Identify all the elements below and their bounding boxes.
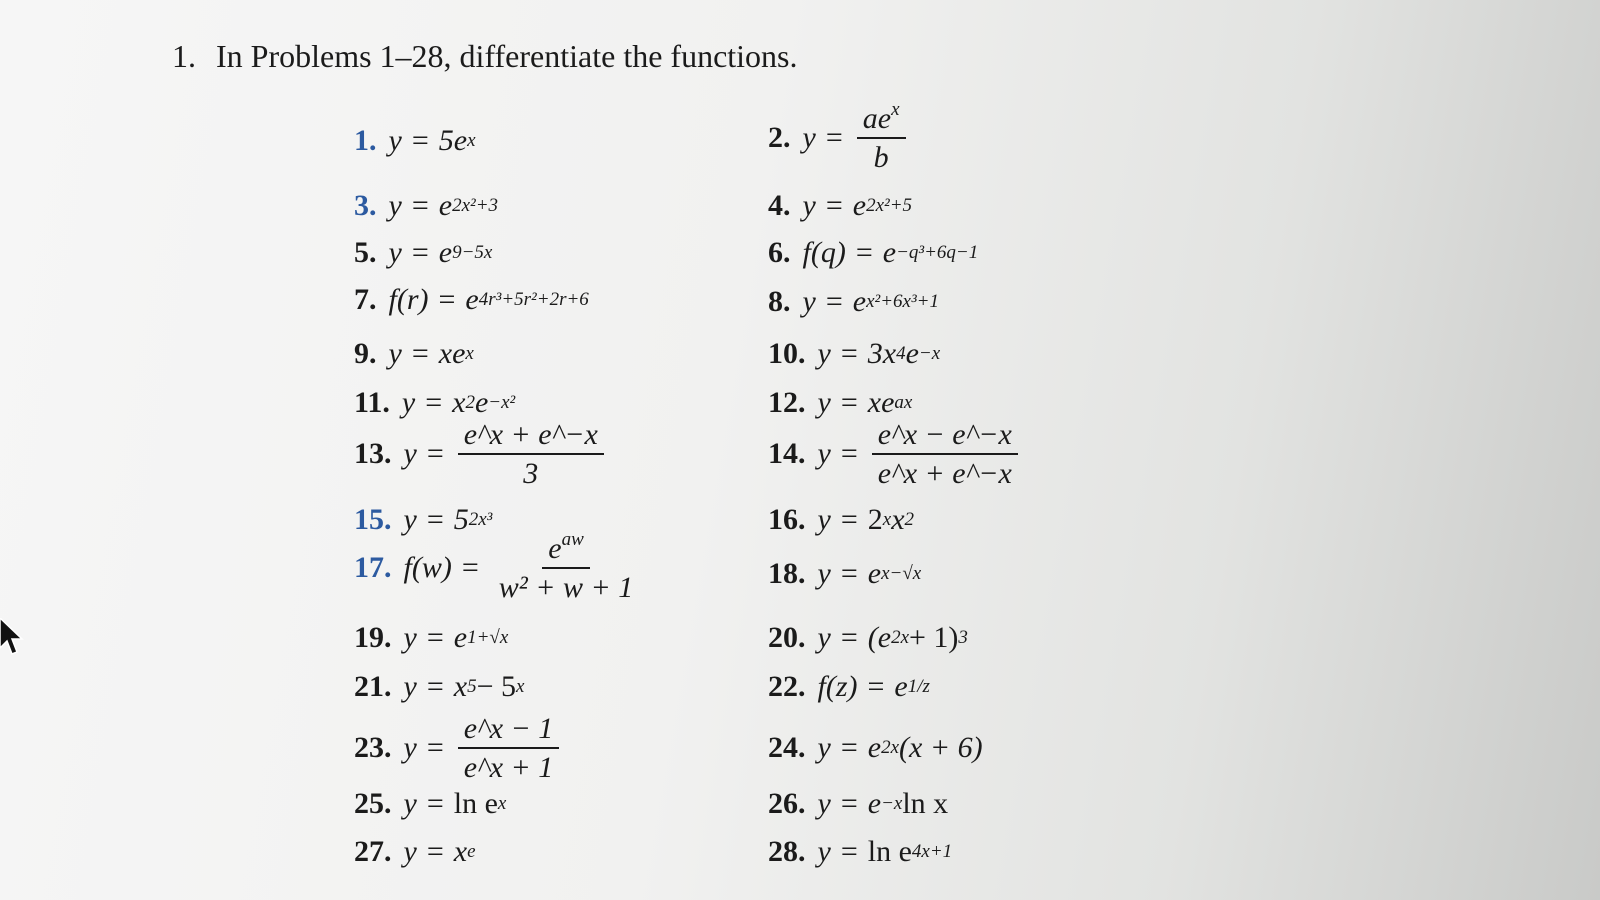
fraction: $\frac{e^{aw}}{\text{w² + w + 1}}$ bbox=[498, 528, 634, 604]
problem-9: 9. y = xe x bbox=[354, 337, 474, 370]
problem-heading bbox=[172, 38, 798, 75]
fraction: $\frac{e\^{}x - e\^{}-x}{e\^{}x + e\^{}-x}$ bbox=[872, 416, 1018, 493]
problem-7: 7. f(r) = e 4r³+5r²+2r+6 bbox=[354, 283, 589, 316]
problem-16: 16. y = 2 x x 2 bbox=[768, 503, 915, 536]
problem-27: 27. y = x e bbox=[354, 835, 476, 868]
problem-11: 11. y = x 2 e −x² bbox=[354, 386, 516, 419]
problem-12: 12. y = xe ax bbox=[768, 386, 913, 419]
problem-3: 3. y = e 2x²+3 bbox=[354, 189, 499, 222]
heading-text: In Problems 1–28, differentiate the functions. bbox=[216, 38, 798, 74]
problem-4: 4. y = e 2x²+5 bbox=[768, 189, 913, 222]
problem-13: 13. y = $\frac{e\^{}x + e\^{}-x}{3}$ bbox=[354, 434, 604, 474]
problem-21: 21. y = x 5 − 5 x bbox=[354, 670, 525, 703]
heading-number: 1. bbox=[172, 38, 196, 74]
problem-24: 24. y = e 2x (x + 6) bbox=[768, 731, 983, 764]
fraction: $\frac{e\^{}x + e\^{}-x}{3}$ bbox=[458, 416, 604, 493]
problem-28: 28. y = ln e 4x+1 bbox=[768, 835, 953, 868]
fraction: $\frac{e\^{}x - 1}{e\^{}x + 1}$ bbox=[458, 710, 560, 787]
problem-10: 10. y = 3x 4 e −x bbox=[768, 337, 941, 370]
problem-2: 2. y = $\frac{ae^x}{b}$ bbox=[768, 118, 906, 158]
problem-8: 8. y = e x²+6x³+1 bbox=[768, 285, 939, 318]
problem-14: 14. y = $\frac{e\^{}x - e\^{}-x}{e\^{}x + e\^{}-x}$ bbox=[768, 434, 1018, 474]
problem-19: 19. y = e 1+√x bbox=[354, 621, 509, 654]
problem-5: 5. y = e 9−5x bbox=[354, 236, 493, 269]
problem-6: 6. f(q) = e −q³+6q−1 bbox=[768, 236, 979, 269]
problem-15: 15. y = 5 2x³ bbox=[354, 503, 493, 536]
problem-22: 22. f(z) = e 1/z bbox=[768, 670, 930, 703]
problem-23: 23. y = $\frac{e\^{}x - 1}{e\^{}x + 1}$ bbox=[354, 728, 559, 768]
mouse-pointer-icon bbox=[0, 618, 26, 658]
problem-17: 17. f(w) = $\frac{e^{aw}}{\text{w² + w + 1}}$ bbox=[354, 548, 639, 588]
problem-25: 25. y = ln e x bbox=[354, 787, 507, 820]
problem-20: 20. y = (e 2x + 1) 3 bbox=[768, 621, 968, 654]
problem-26: 26. y = e −x ln x bbox=[768, 787, 949, 820]
problem-1: 1. y = 5e x bbox=[354, 124, 476, 157]
problem-18: 18. y = e x−√x bbox=[768, 557, 922, 590]
fraction: $\frac{ae^x}{b}$ bbox=[857, 100, 906, 177]
